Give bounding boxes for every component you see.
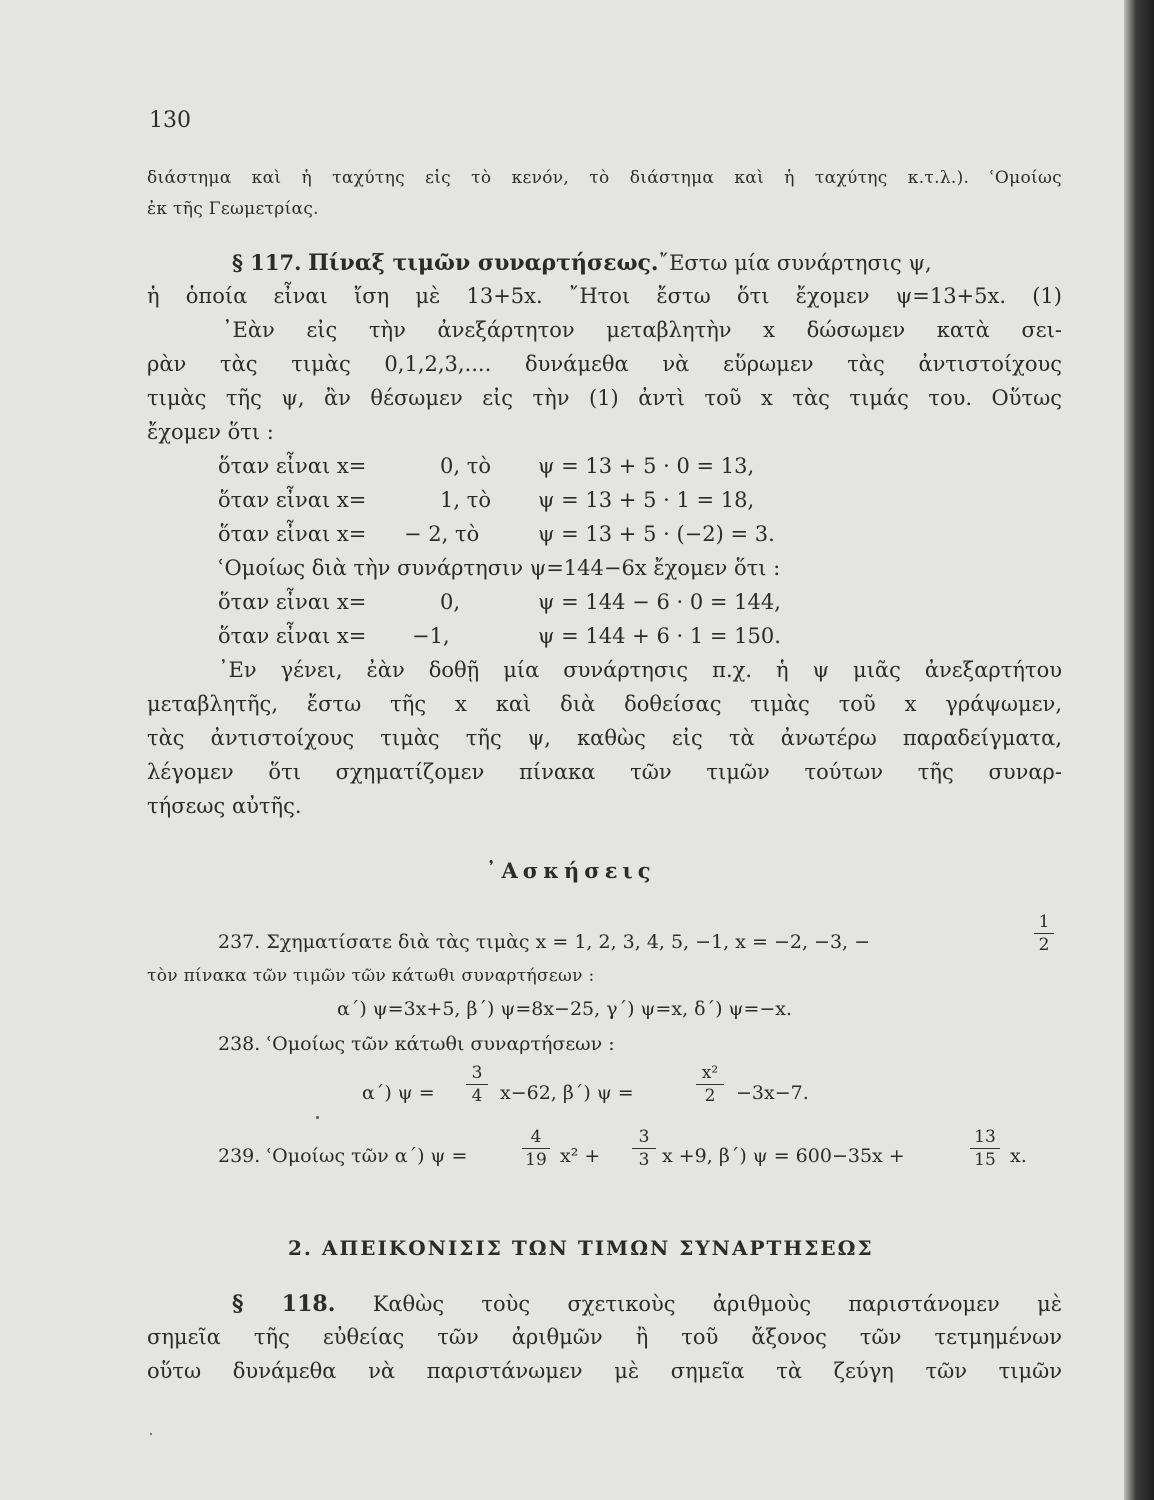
section-117-first-line <box>232 250 1062 276</box>
exercise-239-f1-den: 19 <box>525 1150 547 1170</box>
general-line-1: μεταβλητῆς, ἔστω τῆς x καὶ διὰ δοθείσας τιμὰς τοῦ x γράψωμεν, <box>147 692 1062 716</box>
exercise-238-fraction-b <box>696 1063 724 1106</box>
table1-row1-when: ὅταν εἶναι x= <box>218 488 367 512</box>
exercise-237-line-2: τὸν πίνακα τῶν τιμῶν τῶν κάτωθι συναρτήσεων : <box>147 966 595 986</box>
table2-row0-eq: ψ = 144 − 6 · 0 = 144, <box>538 590 781 614</box>
exercise-238-fraction-a <box>466 1063 488 1106</box>
general-line-4: τήσεως αὐτῆς. <box>147 794 302 818</box>
exercise-239-fraction-3 <box>970 1127 1000 1170</box>
table1-row0-x: 0, τὸ <box>440 454 491 478</box>
section-118-line-1: σημεῖα τῆς εὐθείας τῶν ἀριθμῶν ἢ τοῦ ἄξονος τῶν τετμημένων <box>147 1325 1062 1349</box>
intro-line-2: ἐκ τῆς Γεωμετρίας. <box>147 199 319 219</box>
exercise-237-text: 237. Σχηματίσατε διὰ τὰς τιμὰς x = 1, 2, 3, 4, 5, −1, x = −2, −3, − <box>218 931 871 953</box>
chapter-heading: 2. ΑΠΕΙΚΟΝΙΣΙΣ ΤΩΝ ΤΙΜΩΝ ΣΥΝΑΡΤΗΣΕΩΣ <box>288 1236 874 1260</box>
exercise-238-a-num: 3 <box>471 1063 483 1083</box>
exercise-238-b-den: 2 <box>704 1086 716 1106</box>
exercise-239-post: x. <box>1010 1145 1027 1167</box>
exercise-238-a-pre: α΄) ψ = <box>362 1082 435 1104</box>
exercise-238-a-post: x−62, β΄) ψ = <box>500 1082 634 1104</box>
exercise-237-frac-num: 1 <box>1038 912 1050 932</box>
page-number: 130 <box>149 108 191 133</box>
print-speck <box>150 1433 152 1435</box>
table1-row0-when: ὅταν εἶναι x= <box>218 454 367 478</box>
table2-row1-when: ὅταν εἶναι x= <box>218 624 367 648</box>
exercise-238-b-num: x² <box>701 1063 719 1083</box>
print-speck <box>316 1116 319 1119</box>
exercise-239-f2-num: 3 <box>638 1127 650 1147</box>
exercise-237-line-3: α΄) ψ=3x+5, β΄) ψ=8x−25, γ΄) ψ=x, δ΄) ψ=−x. <box>337 998 793 1020</box>
similar-line: ʿΟμοίως διὰ τὴν συνάρτησιν ψ=144−6x ἔχομεν ὅτι : <box>218 556 781 580</box>
exercise-238-a-den: 4 <box>471 1086 483 1106</box>
exercise-237-fraction <box>1034 912 1054 955</box>
exercise-239-f3-den: 15 <box>974 1150 996 1170</box>
general-line-3: λέγομεν ὅτι σχηματίζομεν πίνακα τῶν τιμῶν τούτων τῆς συναρ- <box>147 760 1062 784</box>
exercise-239-f3-num: 13 <box>974 1127 996 1147</box>
table2-row1-x: −1, <box>412 624 450 648</box>
general-line-2: τὰς ἀντιστοίχους τιμὰς τῆς ψ, καθὼς εἰς τὰ ἀνωτέρω παραδείγματα, <box>147 726 1062 750</box>
table2-row0-when: ὅταν εἶναι x= <box>218 590 367 614</box>
section-117-line-4: τιμὰς τῆς ψ, ἂν θέσωμεν εἰς τὴν (1) ἀντὶ τοῦ x τὰς τιμάς του. Οὕτως <box>147 386 1062 410</box>
table1-row2-eq: ψ = 13 + 5 · (−2) = 3. <box>538 522 775 546</box>
table1-row2-when: ὅταν εἶναι x= <box>218 522 367 546</box>
exercise-238-text: 238. ʿΟμοίως τῶν κάτωθι συναρτήσεων : <box>218 1033 615 1055</box>
fraction-bar <box>696 1084 724 1085</box>
section-117-line-1: ἡ ὁποία εἶναι ἴση μὲ 13+5x. ῎Ητοι ἔστω ὅτι ἔχομεν ψ=13+5x. (1) <box>147 284 1062 308</box>
exercise-237-frac-den: 2 <box>1038 935 1050 955</box>
exercise-239-fraction-1 <box>522 1127 550 1170</box>
exercise-239-fraction-2 <box>632 1127 656 1170</box>
table2-row0-x: 0, <box>440 590 461 614</box>
table1-row2-x: − 2, τὸ <box>404 522 480 546</box>
section-118-line-0: Καθὼς τοὺς σχετικοὺς ἀριθμοὺς παριστάνομεν μὲ <box>372 1292 1062 1316</box>
section-118-first-line <box>232 1291 1062 1317</box>
table2-row1-eq: ψ = 144 + 6 · 1 = 150. <box>538 624 781 648</box>
section-117-line-2: ᾿Εὰν εἰς τὴν ἀνεξάρτητον μεταβλητὴν x δώσωμεν κατὰ σει- <box>222 318 1062 342</box>
fraction-bar <box>632 1148 656 1149</box>
exercise-239-f2-den: 3 <box>638 1150 650 1170</box>
section-118-sign: § 118. <box>232 1291 336 1317</box>
section-118-line-2: οὕτω δυνάμεθα νὰ παριστάνωμεν μὲ σημεῖα τὰ ζεύγη τῶν τιμῶν <box>147 1359 1062 1383</box>
fraction-bar <box>1034 933 1054 934</box>
fraction-bar <box>466 1084 488 1085</box>
exercises-heading: ᾿Ασκήσεις <box>486 858 656 883</box>
fraction-bar <box>522 1148 550 1149</box>
exercise-239-pre: 239. ʿΟμοίως τῶν α΄) ψ = <box>218 1145 468 1167</box>
exercise-238-b-post: −3x−7. <box>736 1082 809 1104</box>
table1-row1-eq: ψ = 13 + 5 · 1 = 18, <box>538 488 755 512</box>
exercise-239-mid-1: x² + <box>560 1145 601 1167</box>
section-117-title: Πίναξ τιμῶν συναρτήσεως. <box>308 250 659 276</box>
exercise-239-mid-2: x +9, β΄) ψ = 600−35x + <box>662 1145 905 1167</box>
section-117-line-5: ἔχομεν ὅτι : <box>147 420 274 444</box>
fraction-bar <box>970 1148 1000 1149</box>
table1-row1-x: 1, τὸ <box>440 488 491 512</box>
intro-line-1: διάστημα καὶ ἡ ταχύτης εἰς τὸ κενόν, τὸ διάστημα καὶ ἡ ταχύτης κ.τ.λ.). ʿΟμοίως <box>147 168 1062 188</box>
general-line-0: ᾿Εν γένει, ἐὰν δοθῇ μία συνάρτησις π.χ. ἡ ψ μιᾶς ἀνεξαρτήτου <box>218 658 1062 682</box>
section-117-sign: § 117. <box>232 250 302 275</box>
section-117-line-3: ρὰν τὰς τιμὰς 0,1,2,3,.... δυνάμεθα νὰ εὕρωμεν τὰς ἀντιστοίχους <box>147 352 1062 376</box>
book-page-edge <box>1124 0 1154 1500</box>
section-117-line-0: ῎Εστω μία συνάρτησις ψ, <box>658 251 932 275</box>
exercise-239-f1-num: 4 <box>530 1127 542 1147</box>
table1-row0-eq: ψ = 13 + 5 · 0 = 13, <box>538 454 755 478</box>
